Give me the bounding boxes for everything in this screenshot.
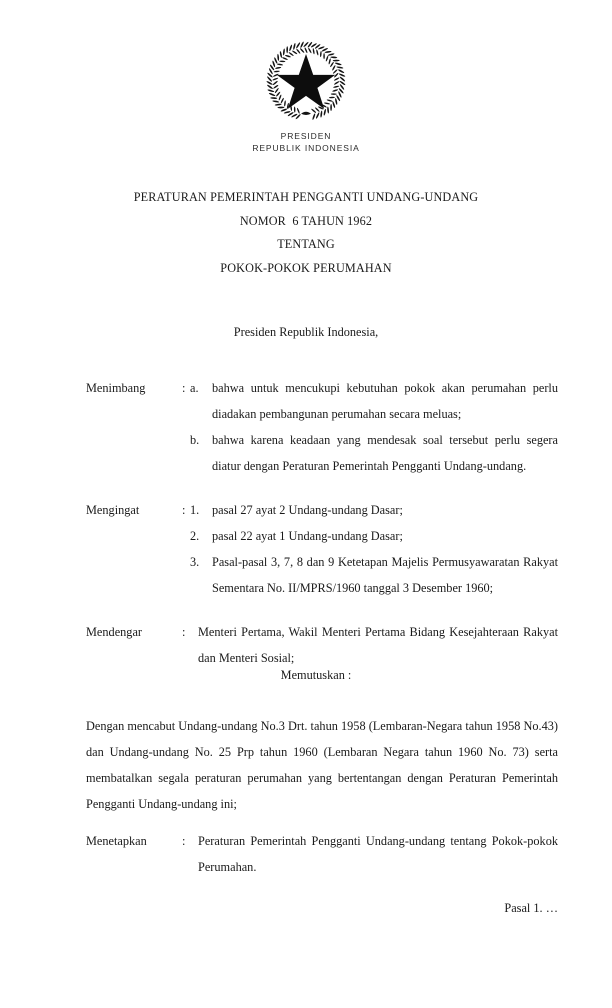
list-item	[190, 375, 558, 427]
revocation-paragraph: Dengan mencabut Undang-undang No.3 Drt. tahun 1958 (Lembaran-Negara tahun 1958 No.43) dan Undang-undang No. 25 Prp tahun 1960 (Lembaran Negara tahun 1960 No. 73) serta membatalkan segala peraturan perumahan yang bertentangan dengan Peraturan Pemerintah Pengganti Undang-undang ini;	[86, 719, 558, 811]
clause-label-menetapkan: Menetapkan	[86, 834, 147, 848]
page-catchword: Pasal 1. …	[504, 901, 558, 915]
memutuskan-heading	[0, 668, 612, 683]
item-marker: 3.	[190, 555, 200, 569]
item-marker: b.	[190, 433, 200, 447]
title-line-subject: POKOK-POKOK PERUMAHAN	[220, 260, 392, 275]
clauses-section-menetapkan	[86, 828, 558, 898]
clause-body-menimbang	[190, 375, 558, 479]
title-line-1: PERATURAN PEMERINTAH PENGGANTI UNDANG-UNDANG	[133, 190, 479, 204]
clause-colon-mengingat: :	[182, 503, 186, 517]
title-line-tentang: TENTANG	[277, 237, 335, 251]
item-marker: a.	[190, 381, 199, 395]
memutuskan-text: Memutuskan :	[280, 668, 352, 682]
emblem-caption-line1: PRESIDEN	[280, 131, 332, 141]
opening-line: Presiden Republik Indonesia,	[233, 325, 379, 339]
clauses-section	[86, 375, 558, 689]
clause-colon-mendengar: :	[182, 625, 186, 639]
clause-text-menetapkan: Peraturan Pemerintah Pengganti Undang-undang tentang Pokok-pokok Perumahan.	[198, 834, 558, 874]
document-title	[0, 186, 612, 280]
item-text: pasal 22 ayat 1 Undang-undang Dasar;	[212, 529, 403, 543]
clause-colon-menetapkan: :	[182, 834, 186, 848]
clause-colon-menimbang: :	[182, 381, 186, 395]
item-marker: 2.	[190, 529, 200, 543]
item-text: bahwa karena keadaan yang mendesak soal tersebut perlu segera diatur dengan Peraturan Pemerintah Pengganti Undang-undang.	[212, 433, 558, 473]
clause-body-menetapkan	[190, 828, 558, 880]
star-wreath-icon	[265, 40, 347, 122]
item-text: bahwa untuk mencukupi kebutuhan pokok akan perumahan perlu diadakan pembangunan perumahan secara meluas;	[212, 381, 558, 421]
clause-mendengar	[86, 619, 558, 671]
clause-label-mendengar: Mendengar	[86, 625, 142, 639]
list-item	[190, 523, 558, 549]
title-line-number: NOMOR 6 TAHUN 1962	[239, 213, 373, 228]
list-item	[190, 427, 558, 479]
emblem-caption-line2: REPUBLIK INDONESIA	[252, 142, 360, 153]
clause-label-menimbang: Menimbang	[86, 381, 146, 395]
clause-menetapkan	[86, 828, 558, 880]
emblem-caption	[0, 131, 612, 154]
clause-menimbang	[86, 375, 558, 479]
item-text: pasal 27 ayat 2 Undang-undang Dasar;	[212, 503, 403, 517]
clause-body-mengingat	[190, 497, 558, 601]
clause-body-mendengar	[190, 619, 558, 671]
item-marker: 1.	[190, 503, 200, 517]
clause-label-mengingat: Mengingat	[86, 503, 140, 517]
list-item	[190, 497, 558, 523]
item-text: Pasal-pasal 3, 7, 8 dan 9 Ketetapan Majelis Permusyawaratan Rakyat Sementara No. II/MPRS/1960 tanggal 3 Desember 1960;	[212, 555, 558, 595]
list-item	[190, 549, 558, 601]
presidential-emblem-block	[0, 40, 612, 154]
clause-text-mendengar: Menteri Pertama, Wakil Menteri Pertama Bidang Kesejahteraan Rakyat dan Menteri Sosial;	[198, 625, 558, 665]
clause-mengingat	[86, 497, 558, 601]
